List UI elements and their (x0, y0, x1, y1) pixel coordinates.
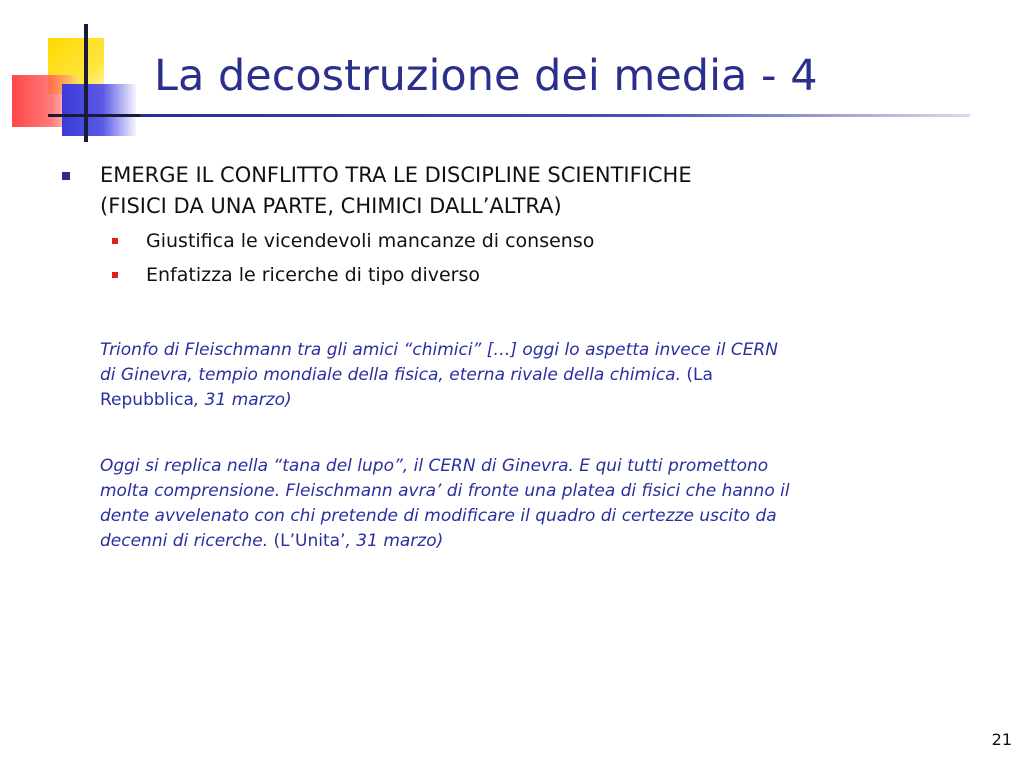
title-underline (140, 114, 970, 117)
quote1-line1: Trionfo di Fleischmann tra gli amici “chimici” […] oggi lo aspetta invece il CERN (100, 340, 778, 360)
quote2-line2: molta comprensione. Fleischmann avra’ di fronte una platea di fisici che hanno il (100, 481, 790, 501)
quote2-line3: dente avvelenato con chi pretende di modificare il quadro di certezze uscito da (100, 506, 777, 526)
quote1-date: , 31 marzo) (193, 390, 292, 410)
quote1-source: Repubblica (100, 390, 194, 410)
quote2-line4: decenni di ricerche. (100, 531, 269, 551)
sub-bullet-text: Giustifica le vicendevoli mancanze di consenso (146, 230, 595, 252)
main-bullet-line1: EMERGE IL CONFLITTO TRA LE DISCIPLINE SCIENTIFICHE (100, 163, 692, 187)
quote-unita (100, 454, 915, 554)
main-bullet-text (100, 160, 860, 222)
quote-repubblica (100, 338, 915, 413)
slide-title: La decostruzione dei media - 4 (154, 51, 818, 101)
quote2-source: (L’Unita’ (268, 531, 346, 551)
decorative-logo (0, 0, 160, 150)
vertical-line (84, 24, 88, 142)
sub-bullet-square-icon (112, 238, 118, 244)
bullet-square-icon (62, 172, 70, 180)
blue-square (62, 84, 136, 136)
sub-bullet-square-icon (112, 272, 118, 278)
sub-bullet-text: Enfatizza le ricerche di tipo diverso (146, 264, 481, 286)
quote1-source-open: (La (681, 365, 713, 385)
main-bullet-line2: (FISICI DA UNA PARTE, CHIMICI DALL’ALTRA) (100, 194, 562, 218)
quote2-date: , 31 marzo) (345, 531, 444, 551)
quote1-line2: di Ginevra, tempio mondiale della fisica, eterna rivale della chimica. (100, 365, 681, 385)
page-number: 21 (991, 730, 1012, 749)
quote2-line1: Oggi si replica nella “tana del lupo”, il CERN di Ginevra. E qui tutti promettono (100, 456, 769, 476)
